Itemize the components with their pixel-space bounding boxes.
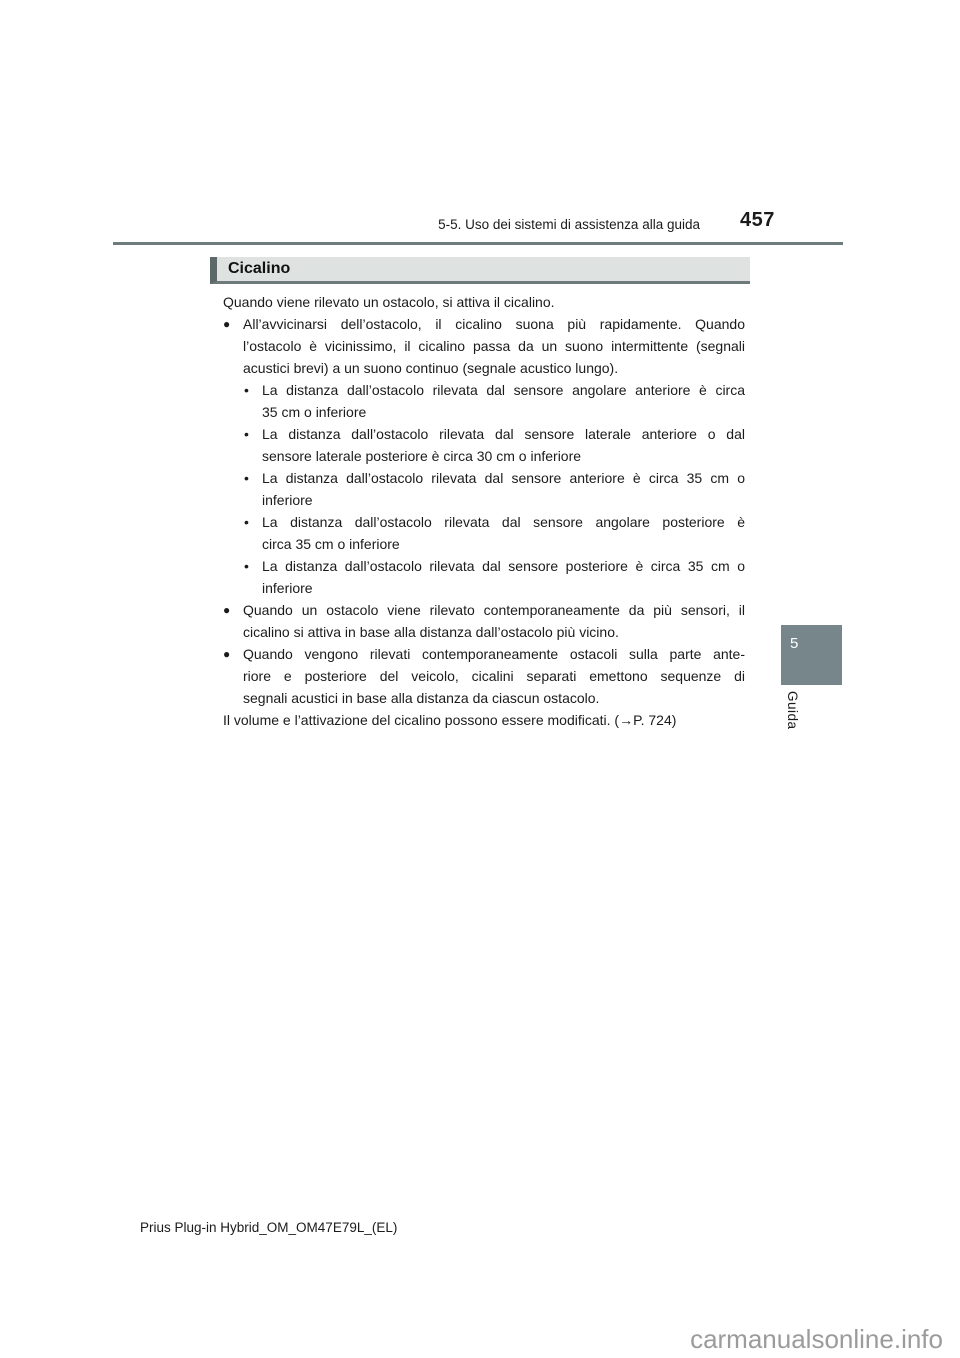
- chapter-number: 5: [790, 635, 799, 652]
- bullet-line: segnali acustici in base alla distanza da ciascun ostacolo.: [243, 690, 600, 706]
- sub-bullet-line: 35 cm o inferiore: [262, 404, 367, 420]
- sub-bullet-line: La distanza dall’ostacolo rilevata dal sensore laterale anteriore o dal: [262, 426, 745, 442]
- bullet-line: riore e posteriore del veicolo, cicalini separati emettono sequenze di: [243, 668, 745, 684]
- chapter-label: Guida: [785, 691, 800, 730]
- closing-paragraph: Il volume e l’attivazione del cicalino possono essere modificati. (→P. 724): [223, 712, 677, 728]
- bullet-line: Quando vengono rilevati contemporaneamente ostacoli sulla parte ante-: [243, 646, 745, 662]
- sub-bullet-item: [244, 555, 745, 599]
- watermark: carmanualsonline.info: [690, 1324, 943, 1354]
- sub-bullet-line: La distanza dall’ostacolo rilevata dal sensore anteriore è circa 35 cm o: [262, 470, 745, 486]
- bullet-line: cicalino si attiva in base alla distanza dall’ostacolo più vicino.: [243, 624, 619, 640]
- footer-document-code: Prius Plug-in Hybrid_OM_OM47E79L_(EL): [140, 1220, 398, 1235]
- sub-bullet-icon: •: [244, 514, 249, 530]
- section-title-bar: [210, 257, 750, 284]
- bullet-icon: ●: [223, 317, 231, 331]
- sub-bullet-item: [244, 423, 745, 467]
- bullet-item: [223, 313, 745, 379]
- intro-paragraph: Quando viene rilevato un ostacolo, si attiva il cicalino.: [223, 294, 555, 310]
- bullet-line: All’avvicinarsi dell’ostacolo, il cicalino suona più rapidamente. Quando: [243, 316, 745, 332]
- page-number: 457: [740, 209, 775, 231]
- sub-bullet-line: sensore laterale posteriore è circa 30 cm o inferiore: [262, 448, 582, 464]
- bullet-line: acustici brevi) a un suono continuo (segnale acustico lungo).: [243, 360, 619, 376]
- sub-bullet-line: inferiore: [262, 580, 313, 596]
- sub-bullet-line: circa 35 cm o inferiore: [262, 536, 400, 552]
- bullet-icon: ●: [223, 647, 231, 661]
- bullet-item: [223, 599, 745, 643]
- sub-bullet-icon: •: [244, 558, 249, 574]
- sub-bullet-item: [244, 379, 745, 423]
- header-section-title: 5-5. Uso dei sistemi di assistenza alla guida: [438, 217, 700, 232]
- sub-bullet-item: [244, 511, 745, 555]
- bullet-line: Quando un ostacolo viene rilevato contemporaneamente da più sensori, il: [243, 602, 745, 618]
- sub-bullet-icon: •: [244, 382, 249, 398]
- sub-bullet-icon: •: [244, 426, 249, 442]
- bullet-icon: ●: [223, 603, 231, 617]
- bullet-line: l’ostacolo è vicinissimo, il cicalino passa da un suono intermittente (segnali: [243, 338, 745, 354]
- body-text: [223, 291, 745, 731]
- sub-bullet-line: inferiore: [262, 492, 313, 508]
- section-title: Cicalino: [228, 260, 291, 277]
- sub-bullet-line: La distanza dall’ostacolo rilevata dal sensore posteriore è circa 35 cm o: [262, 558, 745, 574]
- sub-bullet-icon: •: [244, 470, 249, 486]
- header-rule: [113, 242, 843, 245]
- chapter-tab: [781, 625, 842, 685]
- sub-bullet-line: La distanza dall’ostacolo rilevata dal sensore angolare posteriore è: [262, 514, 745, 530]
- sub-bullet-item: [244, 467, 745, 511]
- sub-bullet-line: La distanza dall’ostacolo rilevata dal sensore angolare anteriore è circa: [262, 382, 745, 398]
- bullet-item: [223, 643, 745, 709]
